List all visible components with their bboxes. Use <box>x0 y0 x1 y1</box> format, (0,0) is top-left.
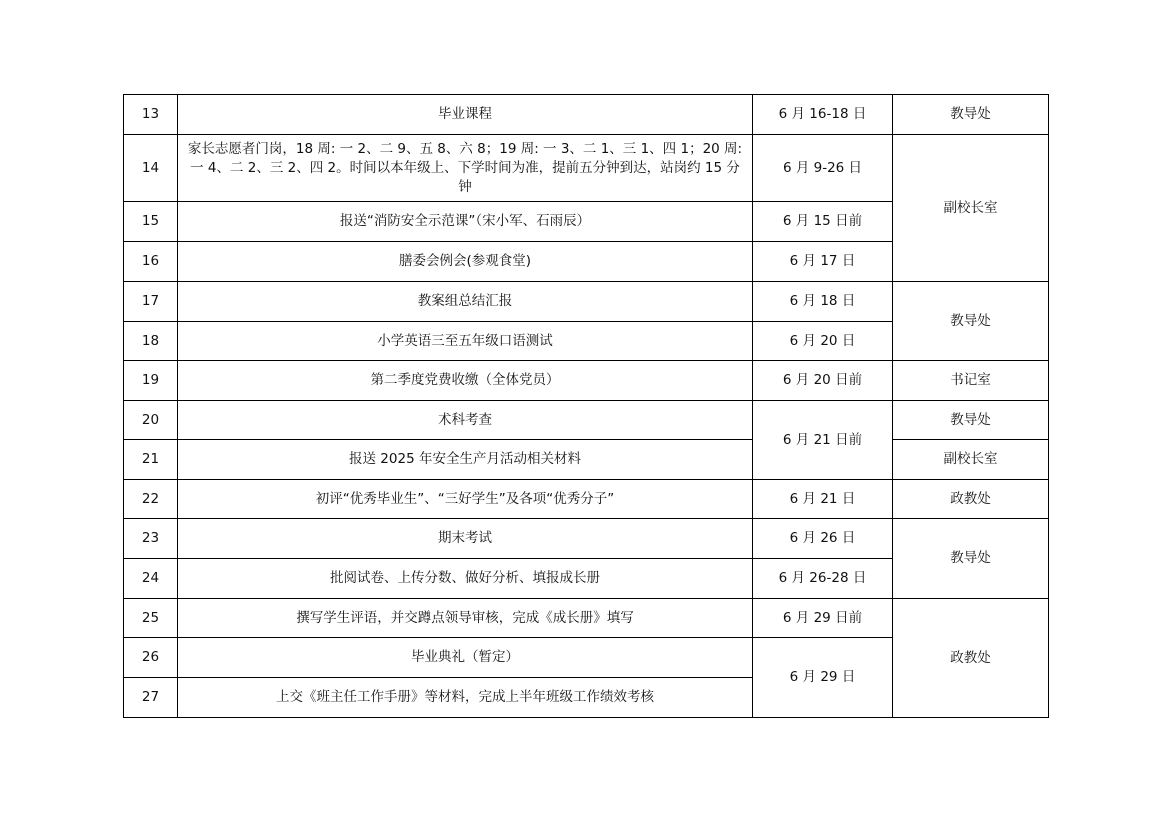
row-number: 27 <box>124 678 178 718</box>
table-row <box>124 95 1049 135</box>
item-cell: 家长志愿者门岗，18 周: 一 2、二 9、五 8、六 8；19 周: 一 3、二 1、三 1、四 1；20 周: 一 4、二 2、三 2、四 2。时间以本年级上、下学时间为准，提前五分钟到达，站岗约 15 分钟 <box>178 135 753 202</box>
item-cell: 小学英语三至五年级口语测试 <box>178 322 753 361</box>
date-cell: 6 月 26-28 日 <box>753 559 893 599</box>
table-row <box>124 135 1049 202</box>
row-number: 14 <box>124 135 178 202</box>
table-row <box>124 599 1049 638</box>
item-cell: 第二季度党费收缴（全体党员） <box>178 361 753 401</box>
item-cell: 初评“优秀毕业生”、“三好学生”及各项“优秀分子” <box>178 480 753 519</box>
item-cell: 毕业典礼（暂定） <box>178 638 753 678</box>
row-number: 26 <box>124 638 178 678</box>
table-row <box>124 401 1049 440</box>
date-cell: 6 月 29 日 <box>753 638 893 718</box>
item-cell: 批阅试卷、上传分数、做好分析、填报成长册 <box>178 559 753 599</box>
table-row <box>124 282 1049 322</box>
row-number: 22 <box>124 480 178 519</box>
department-cell: 教导处 <box>893 519 1049 599</box>
table-row <box>124 480 1049 519</box>
department-cell: 教导处 <box>893 282 1049 361</box>
row-number: 23 <box>124 519 178 559</box>
item-cell: 术科考查 <box>178 401 753 440</box>
item-cell: 撰写学生评语，并交蹲点领导审核，完成《成长册》填写 <box>178 599 753 638</box>
department-cell: 政教处 <box>893 480 1049 519</box>
date-cell: 6 月 20 日前 <box>753 361 893 401</box>
date-cell: 6 月 17 日 <box>753 242 893 282</box>
item-cell: 毕业课程 <box>178 95 753 135</box>
department-cell: 书记室 <box>893 361 1049 401</box>
date-cell: 6 月 15 日前 <box>753 202 893 242</box>
item-cell: 膳委会例会(参观食堂) <box>178 242 753 282</box>
item-cell: 上交《班主任工作手册》等材料，完成上半年班级工作绩效考核 <box>178 678 753 718</box>
date-cell: 6 月 18 日 <box>753 282 893 322</box>
date-cell: 6 月 20 日 <box>753 322 893 361</box>
table-row <box>124 519 1049 559</box>
row-number: 20 <box>124 401 178 440</box>
item-cell: 报送 2025 年安全生产月活动相关材料 <box>178 440 753 480</box>
date-cell: 6 月 9-26 日 <box>753 135 893 202</box>
row-number: 21 <box>124 440 178 480</box>
department-cell: 政教处 <box>893 599 1049 718</box>
table-row <box>124 361 1049 401</box>
table-row <box>124 440 1049 480</box>
department-cell: 教导处 <box>893 401 1049 440</box>
row-number: 17 <box>124 282 178 322</box>
row-number: 24 <box>124 559 178 599</box>
department-cell: 副校长室 <box>893 135 1049 282</box>
item-cell: 期末考试 <box>178 519 753 559</box>
date-cell: 6 月 21 日前 <box>753 401 893 480</box>
department-cell: 副校长室 <box>893 440 1049 480</box>
row-number: 15 <box>124 202 178 242</box>
row-number: 25 <box>124 599 178 638</box>
date-cell: 6 月 26 日 <box>753 519 893 559</box>
row-number: 18 <box>124 322 178 361</box>
row-number: 16 <box>124 242 178 282</box>
schedule-table <box>123 94 1049 718</box>
row-number: 19 <box>124 361 178 401</box>
date-cell: 6 月 21 日 <box>753 480 893 519</box>
date-cell: 6 月 29 日前 <box>753 599 893 638</box>
row-number: 13 <box>124 95 178 135</box>
department-cell: 教导处 <box>893 95 1049 135</box>
item-cell: 教案组总结汇报 <box>178 282 753 322</box>
date-cell: 6 月 16-18 日 <box>753 95 893 135</box>
item-cell: 报送“消防安全示范课”（宋小军、石雨辰） <box>178 202 753 242</box>
